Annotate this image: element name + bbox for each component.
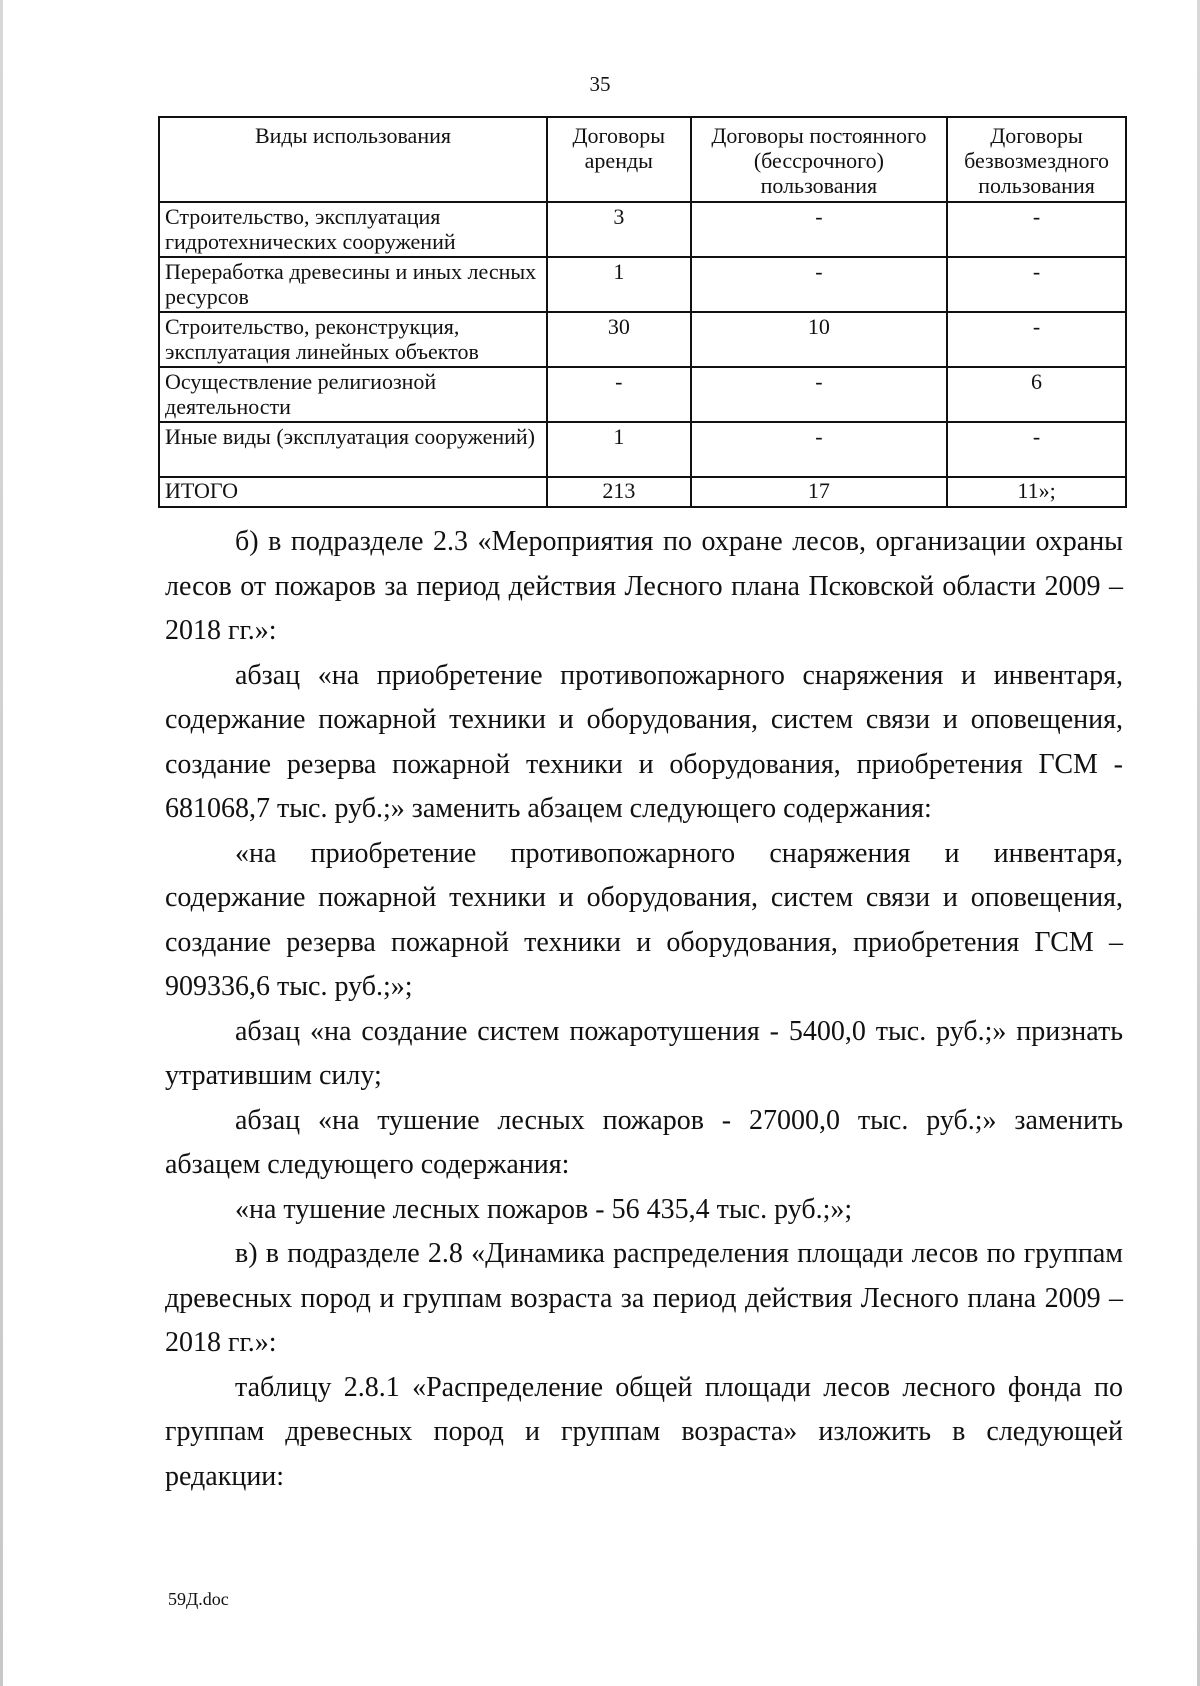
paragraph-equipment-old: абзац «на приобретение противопожарного снаряжения и инвентаря, содержание пожарной техники и оборудования, систем связи и оповещения, создание резерва пожарной техники и оборудования, приобретения ГСМ - 681068,7 тыс. руб.;» заменить абзацем следующего содержания: xyxy=(165,659,1123,824)
footer-file-name: 59Д.doc xyxy=(168,1589,229,1609)
paragraph-subsection-2-3: б) в подразделе 2.3 «Мероприятия по охране лесов, организации охраны лесов от пожаров за период действия Лесного плана Псковской области 2009 – 2018 гг.»: xyxy=(165,526,1123,646)
table-row xyxy=(159,257,1126,312)
table-header-row xyxy=(159,117,1126,202)
header-usage-type: Виды использования xyxy=(159,117,547,202)
row-lease-count: 1 xyxy=(547,257,691,312)
paragraph-equipment-new: «на приобретение противопожарного снаряжения и инвентаря, содержание пожарной техники и оборудования, систем связи и оповещения, создание резерва пожарной техники и оборудования, приобретения ГСМ – 909336,6 тыс. руб.;»; xyxy=(165,837,1123,1002)
total-lease-count: 213 xyxy=(547,477,691,507)
row-lease-count: 3 xyxy=(547,202,691,257)
row-usage-type: Переработка древесины и иных лесных ресурсов xyxy=(159,257,547,312)
table-row xyxy=(159,422,1126,477)
row-lease-count: 1 xyxy=(547,422,691,477)
total-permanent-count: 17 xyxy=(691,477,947,507)
table-total-row xyxy=(159,477,1126,507)
row-usage-type: Строительство, реконструкция, эксплуатация линейных объектов xyxy=(159,312,547,367)
total-label: ИТОГО xyxy=(159,477,547,507)
total-free-count: 11»; xyxy=(947,477,1126,507)
row-free-count: - xyxy=(947,312,1126,367)
row-free-count: - xyxy=(947,202,1126,257)
row-lease-count: 30 xyxy=(547,312,691,367)
paragraph-table-2-8-1: таблицу 2.8.1 «Распределение общей площади лесов лесного фонда по группам древесных пород и группам возраста» изложить в следующей редакции: xyxy=(165,1371,1123,1492)
row-lease-count: - xyxy=(547,367,691,422)
header-permanent-use-contracts: Договоры постоянного (бессрочного) пользования xyxy=(691,117,947,202)
row-free-count: 6 xyxy=(947,367,1126,422)
table-row xyxy=(159,312,1126,367)
paragraph-firefighting-old: абзац «на тушение лесных пожаров - 27000,0 тыс. руб.;» заменить абзацем следующего содержания: xyxy=(165,1104,1123,1180)
usage-types-table xyxy=(158,116,1127,508)
row-permanent-count: - xyxy=(691,422,947,477)
row-free-count: - xyxy=(947,422,1126,477)
document-body-text xyxy=(165,520,1123,1499)
paragraph-subsection-2-8: в) в подразделе 2.8 «Динамика распределения площади лесов по группам древесных пород и группам возраста за период действия Лесного плана 2009 – 2018 гг.»: xyxy=(165,1238,1123,1358)
row-permanent-count: 10 xyxy=(691,312,947,367)
row-permanent-count: - xyxy=(691,202,947,257)
row-permanent-count: - xyxy=(691,257,947,312)
table-row xyxy=(159,202,1126,257)
row-usage-type: Осуществление религиозной деятельности xyxy=(159,367,547,422)
paragraph-firefighting-new: «на тушение лесных пожаров - 56 435,4 тыс. руб.;»; xyxy=(235,1193,853,1225)
header-lease-contracts: Договоры аренды xyxy=(547,117,691,202)
page-number: 35 xyxy=(589,72,611,96)
table-row xyxy=(159,367,1126,422)
row-free-count: - xyxy=(947,257,1126,312)
header-free-use-contracts: Договоры безвозмездного пользования xyxy=(947,117,1126,202)
row-permanent-count: - xyxy=(691,367,947,422)
row-usage-type: Иные виды (эксплуатация сооружений) xyxy=(159,422,547,477)
row-usage-type: Строительство, эксплуатация гидротехнических сооружений xyxy=(159,202,547,257)
paragraph-extinguishing-systems: абзац «на создание систем пожаротушения - 5400,0 тыс. руб.;» признать утратившим силу; xyxy=(165,1015,1123,1091)
scan-edge-left xyxy=(0,0,3,1686)
